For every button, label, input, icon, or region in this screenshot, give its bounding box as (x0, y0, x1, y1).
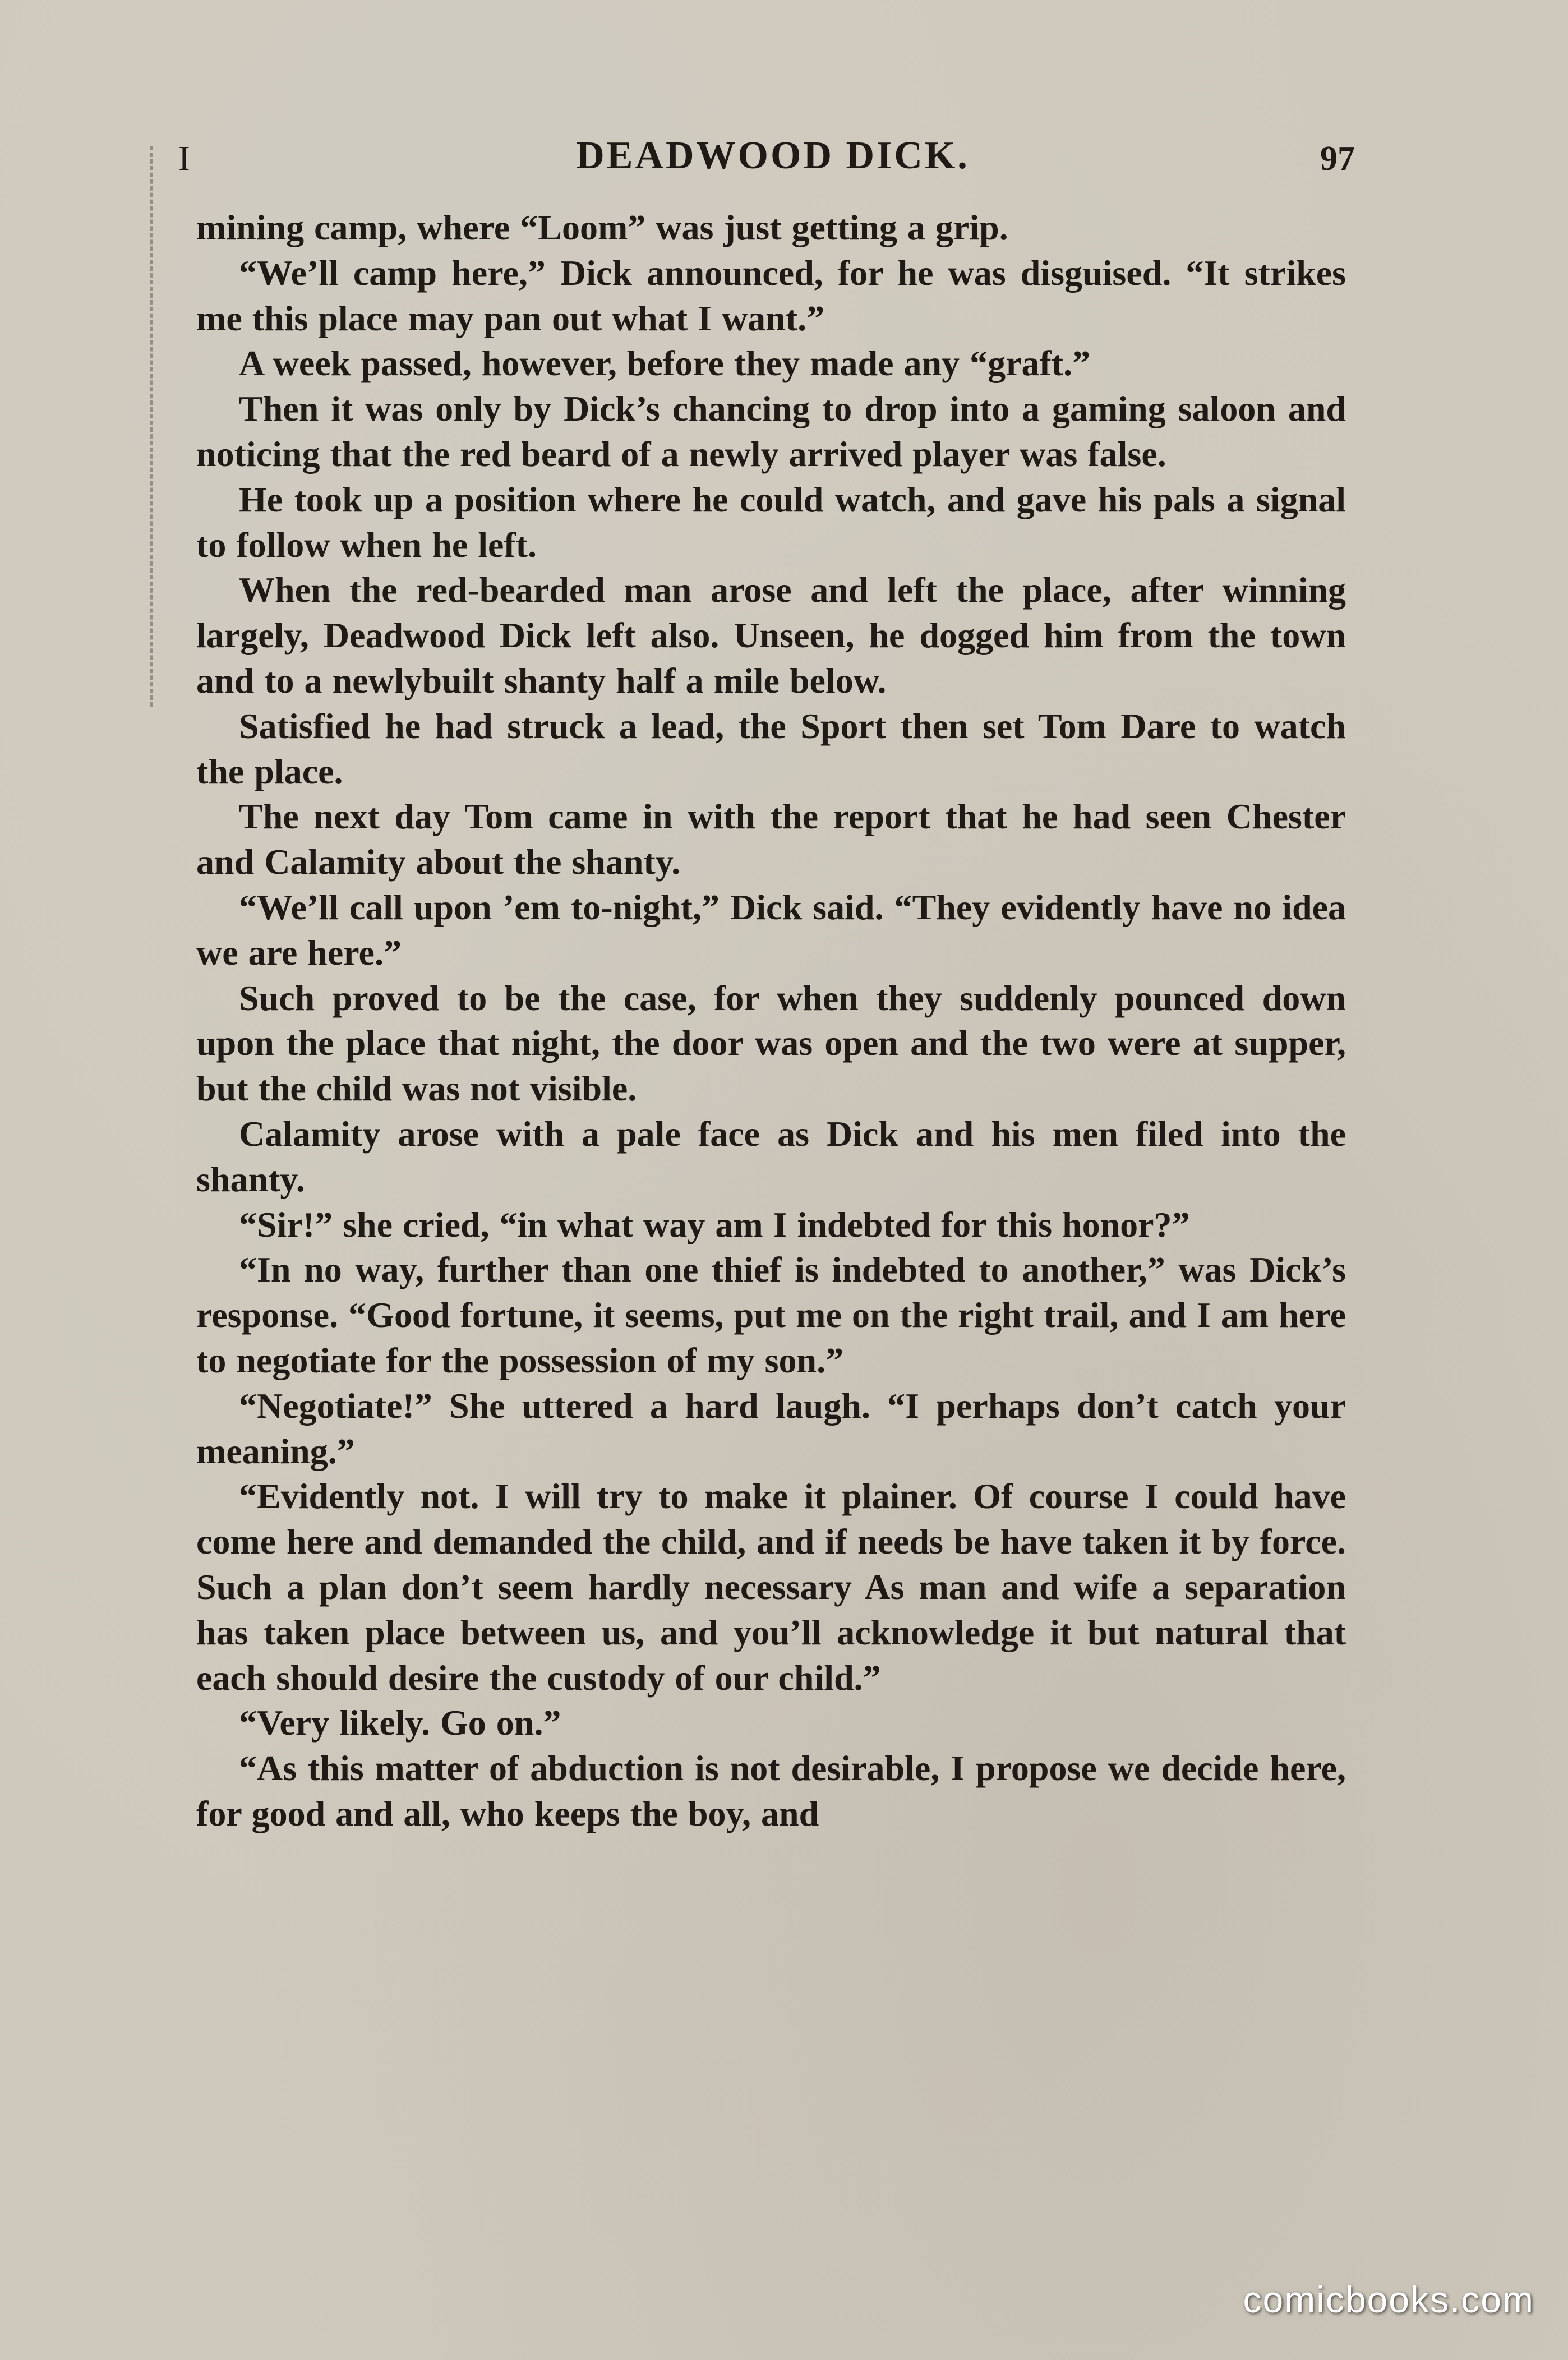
paragraph: “In no way, further than one thief is indebted to another,” was Dick’s response. “Good fortune, it seems, put me on the right trail, and I am here to negotiate for the possession of my son.” (196, 1250, 1346, 1380)
body-text (196, 205, 1346, 1837)
paragraph: A week passed, however, before they made any “graft.” (239, 343, 1091, 384)
running-head (178, 133, 1355, 184)
paragraph: Then it was only by Dick’s chancing to drop into a gaming saloon and noticing that the red beard of a newly arrived player was false. (196, 389, 1346, 474)
paragraph: “We’ll camp here,” Dick announced, for he was disguised. “It strikes me this place may pan out what I want.” (196, 252, 1346, 338)
paragraph: “Sir!” she cried, “in what way am I indebted for this honor?” (239, 1204, 1190, 1244)
spine-binding-marks (150, 146, 164, 707)
paragraph: When the red-bearded man arose and left the place, after winning largely, Deadwood Dick left also. Unseen, he dogged him from the town and to a newlybuilt shanty half a mile below. (196, 570, 1346, 700)
watermark: comicbooks.com (1243, 2279, 1534, 2320)
page-number: 97 (1320, 140, 1355, 178)
running-head-title: DEADWOOD DICK. (576, 134, 970, 177)
paragraph: Such proved to be the case, for when they suddenly pounced down upon the place that night, the door was open and the two were at supper, but the child was not visible. (196, 978, 1346, 1109)
paragraph: The next day Tom came in with the report that he had seen Chester and Calamity about the shanty. (196, 796, 1346, 882)
paragraph: “Evidently not. I will try to make it plainer. Of course I could have come here and demanded the child, and if needs be have taken it by force. Such a plan don’t seem hardly necessary As man and wife a separation has taken place between us, and you’ll acknowledge it but natural that each should desire the custody of our child.” (196, 1476, 1346, 1698)
paragraph: He took up a position where he could watch, and gave his pals a signal to follow when he left. (196, 479, 1346, 565)
paragraph: “As this matter of abduction is not desirable, I propose we decide here, for good and all, who keeps the boy, and (196, 1748, 1346, 1833)
paragraph: “We’ll call upon ’em to-night,” Dick said. “They evidently have no idea we are here.” (196, 887, 1346, 972)
paragraph: mining camp, where “Loom” was just getting a grip. (196, 208, 1008, 247)
paragraph: Calamity arose with a pale face as Dick and his men filed into the shanty. (196, 1113, 1346, 1199)
paragraph: “Negotiate!” She uttered a hard laugh. “I perhaps don’t catch your meaning.” (196, 1385, 1346, 1471)
paragraph: Satisfied he had struck a lead, the Sport then set Tom Dare to watch the place. (196, 706, 1346, 791)
paragraph: “Very likely. Go on.” (239, 1703, 561, 1743)
running-head-left-mark: I (178, 140, 190, 178)
